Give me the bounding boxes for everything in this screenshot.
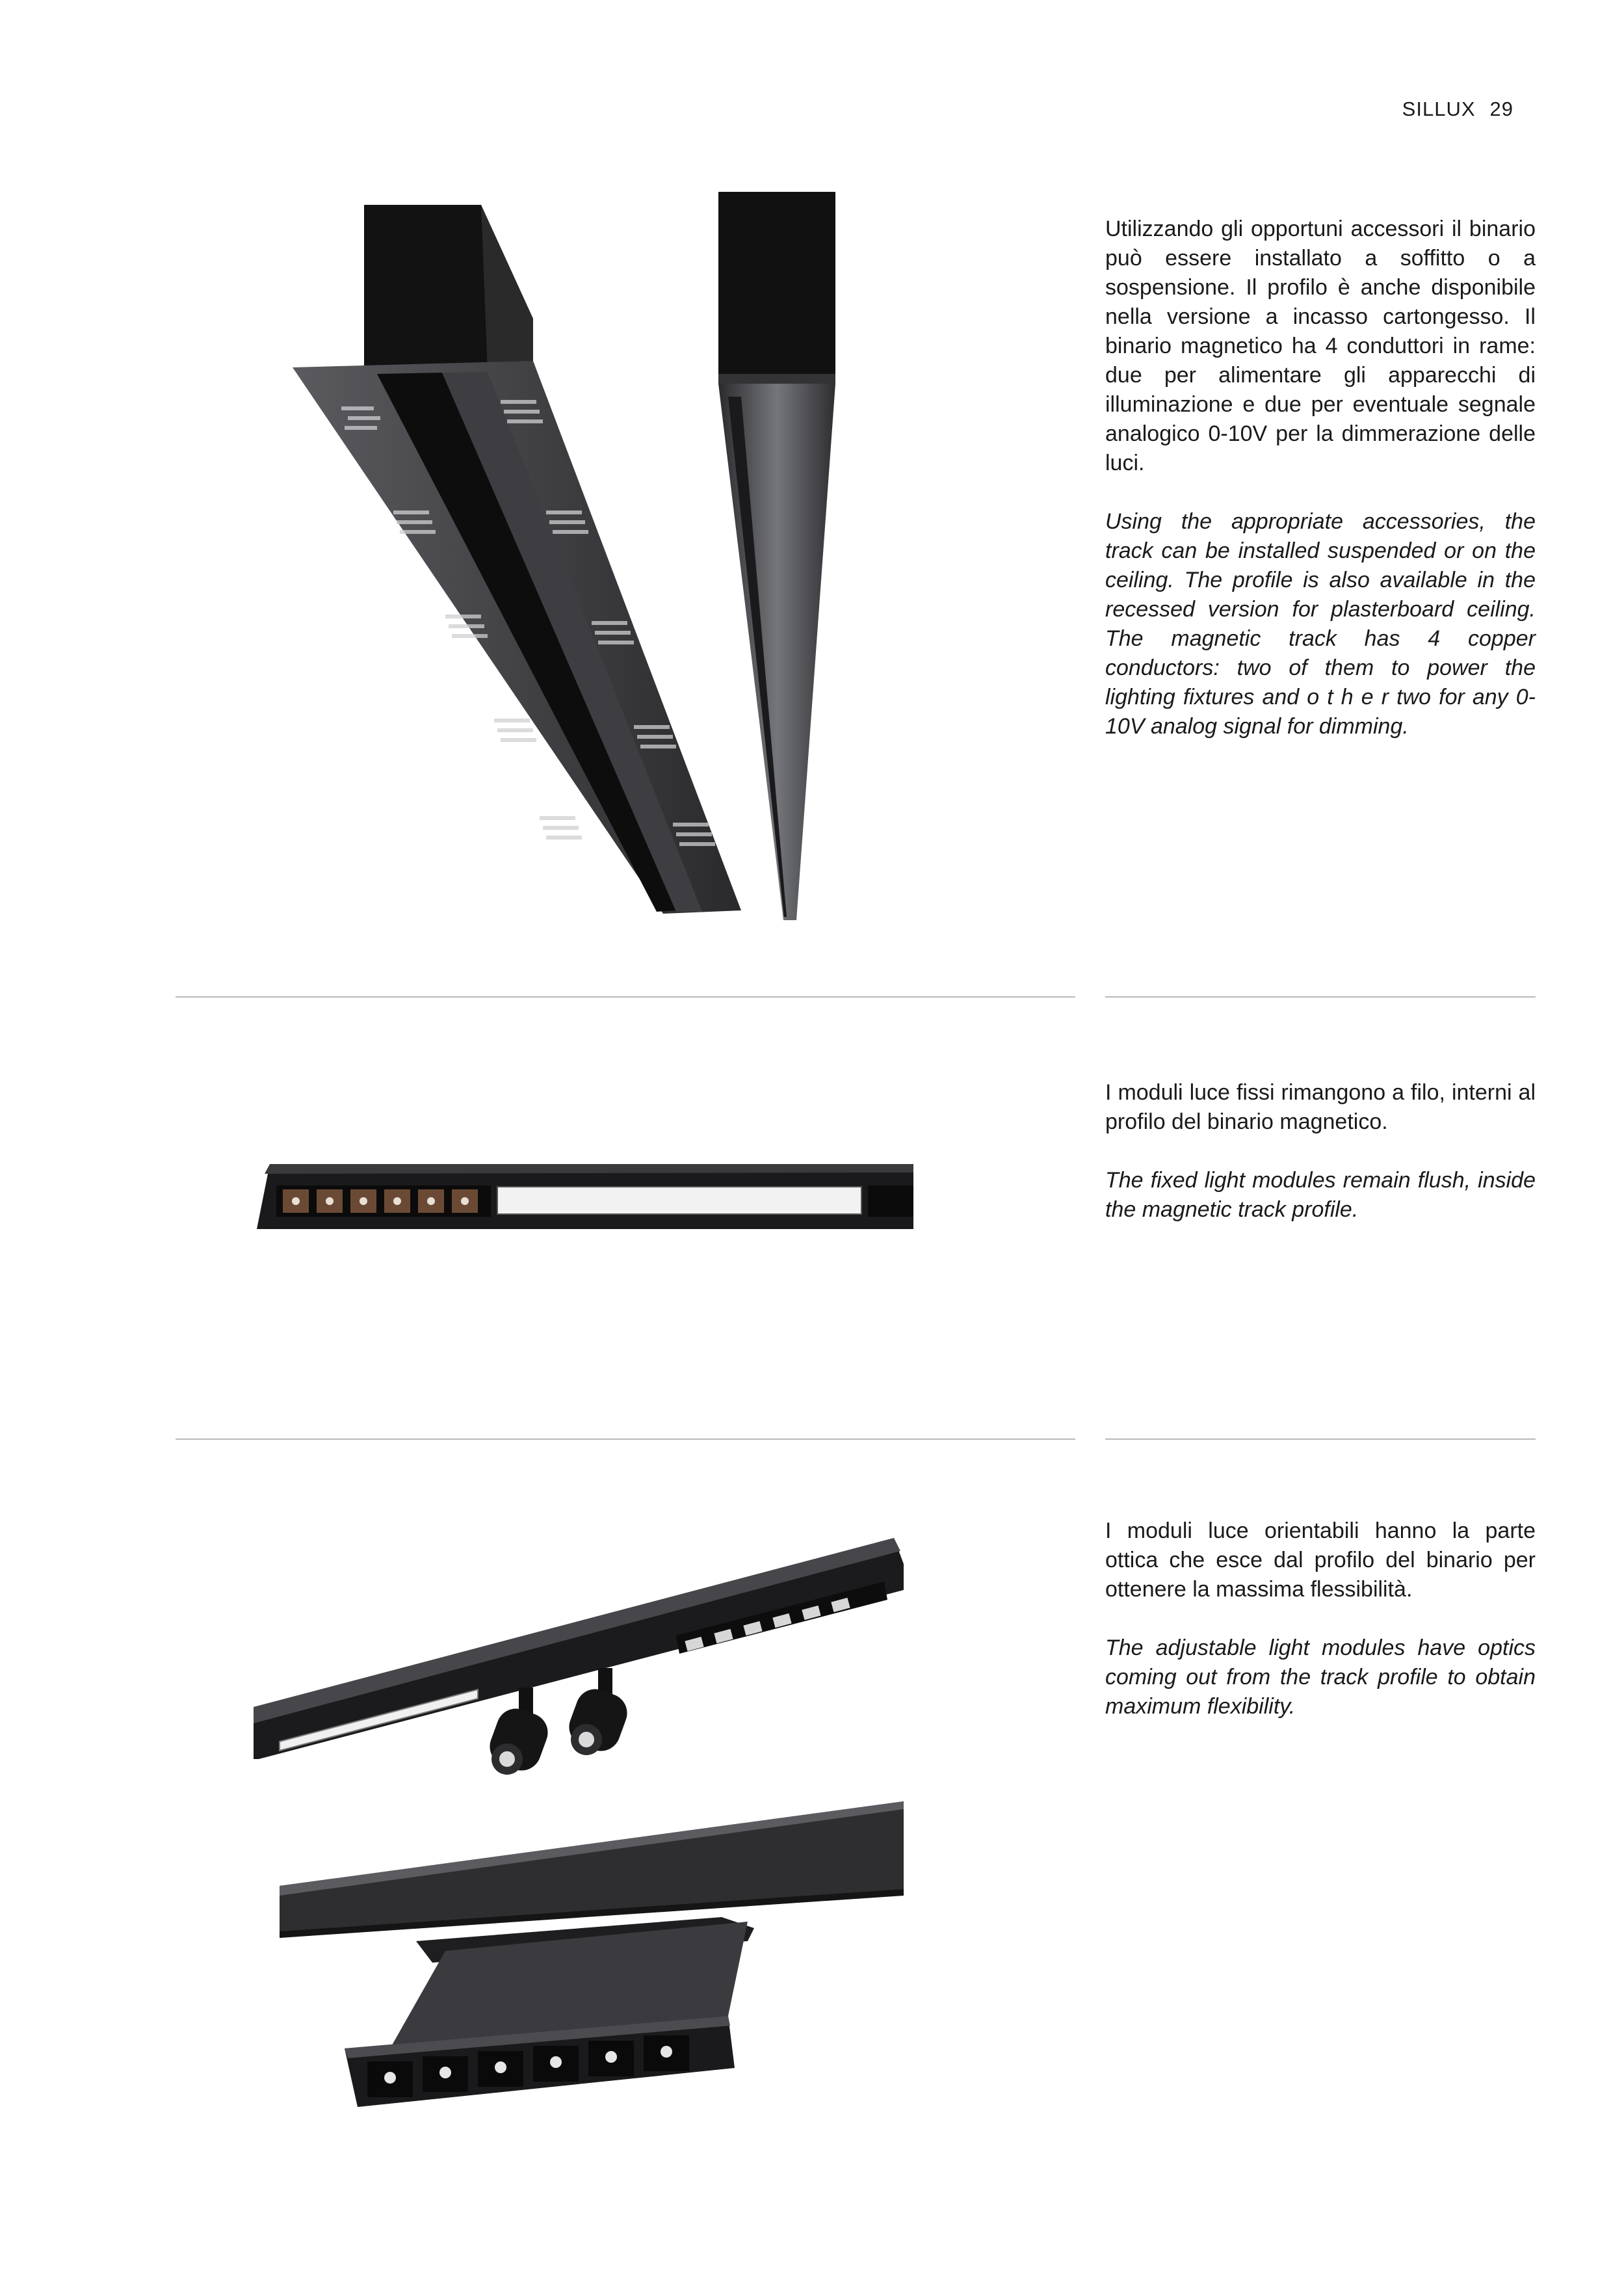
section-divider-right-2 <box>1105 1438 1536 1440</box>
section-divider-left <box>176 996 1075 998</box>
section-1-italian: Utilizzando gli opportuni accessori il binario può essere installato a soffitto o a sospensione. Il profilo è anche disponibile nella versione a incasso cartongesso. Il binario magnetico ha 4 conduttori in rame: due per alimentare gli apparecchi di illuminazione e due per eventuale segnale analogico 0-10V per la dimmerazione delle luci. <box>1105 217 1536 475</box>
magnetic-track-profiles <box>273 189 884 943</box>
section-1-english: Using the appropriate accessories, the track can be installed suspended or on the ceiling. The profile is also available in the recessed version for plasterboard ceiling. The magnetic track has 4 copper conductors: two of them to power the lighting fixtures and o t h e r two for any 0-10V analog signal for dimming. <box>1105 509 1536 739</box>
page-number: 29 <box>1489 98 1513 120</box>
fixed-light-module-track <box>257 1154 913 1239</box>
section-2-english: The fixed light modules remain flush, inside the magnetic track profile. <box>1105 1168 1536 1222</box>
section-divider-right <box>1105 996 1536 998</box>
section-divider-left-2 <box>176 1438 1075 1440</box>
page-header <box>1402 98 1513 121</box>
section-3-text <box>1105 1516 1536 1721</box>
section-3-english: The adjustable light modules have optics coming out from the track profile to obtain maximum flexibility. <box>1105 1636 1536 1719</box>
brand-name: SILLUX <box>1402 98 1476 120</box>
section-2-italian: I moduli luce fissi rimangono a filo, interni al profilo del binario magnetico. <box>1105 1080 1536 1134</box>
section-3-italian: I moduli luce orientabili hanno la parte ottica che esce dal profilo del binario per ottenere la massima flessibilità. <box>1105 1518 1536 1602</box>
tilting-led-module-track <box>280 1801 904 2139</box>
adjustable-spotlight-track <box>254 1535 910 1775</box>
section-1-text <box>1105 215 1536 741</box>
section-2-text <box>1105 1078 1536 1225</box>
